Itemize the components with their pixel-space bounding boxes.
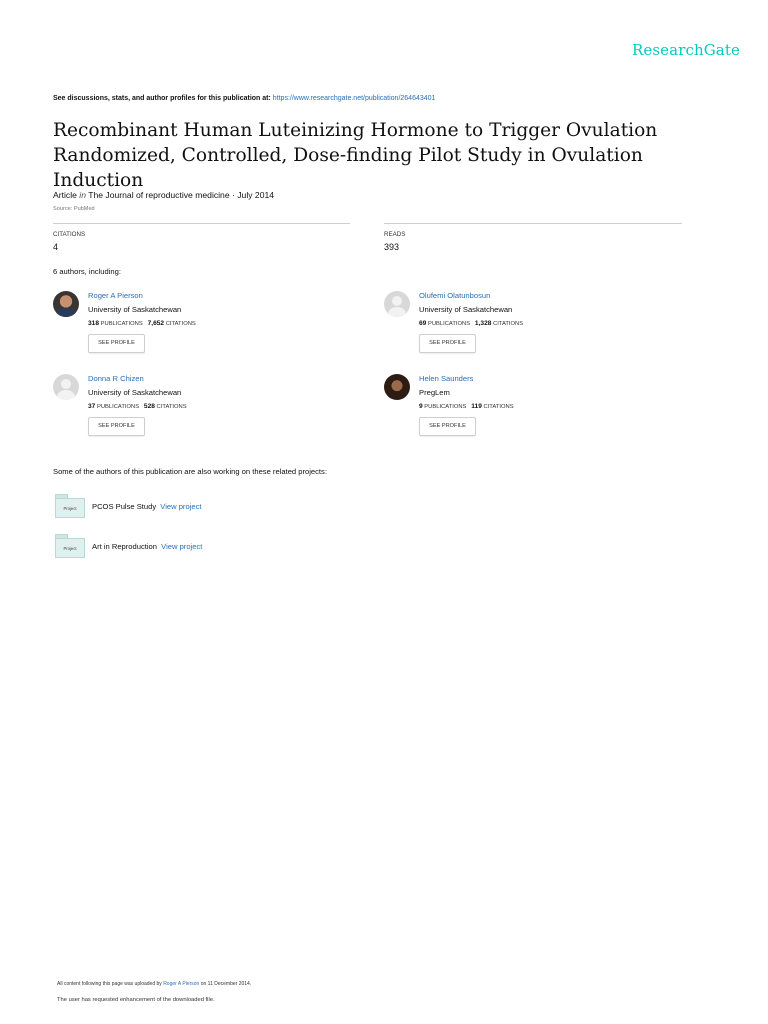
see-discussions-text: See discussions, stats, and author profiles for this publication at: <box>53 95 273 102</box>
projects-heading: Some of the authors of this publication are also working on these related projects: <box>53 467 327 476</box>
author-citations-label: CITATIONS <box>493 321 524 327</box>
see-profile-button[interactable]: SEE PROFILE <box>88 334 145 353</box>
uploader-link[interactable]: Roger A Pierson <box>163 981 200 987</box>
author-citations-count: 119 <box>471 403 482 410</box>
author-institution: PregLem <box>419 388 450 397</box>
divider-left <box>53 223 350 224</box>
avatar[interactable] <box>384 291 410 317</box>
author-publications-count: 37 <box>88 403 96 410</box>
author-card <box>53 374 353 446</box>
project-item <box>55 534 375 562</box>
author-publications-count: 9 <box>419 403 423 410</box>
article-meta <box>53 190 274 200</box>
author-publications-count: 318 <box>88 320 100 327</box>
project-name: Art in Reproduction <box>92 542 158 551</box>
author-name-link[interactable]: Roger A Pierson <box>88 291 143 300</box>
author-publications-count: 69 <box>419 320 427 327</box>
author-publications-label: PUBLICATIONS <box>427 321 471 327</box>
see-profile-button[interactable]: SEE PROFILE <box>88 417 145 436</box>
see-discussions-line <box>53 95 435 102</box>
project-text <box>92 542 202 551</box>
upload-prefix: All content following this page was uploaded by <box>57 981 164 987</box>
author-name-link[interactable]: Donna R Chizen <box>88 374 144 383</box>
upload-suffix: on 11 December 2014. <box>199 981 252 987</box>
paper-title <box>53 118 733 193</box>
author-stats <box>419 403 514 410</box>
author-institution: University of Saskatchewan <box>88 305 182 314</box>
author-citations-label: CITATIONS <box>156 404 187 410</box>
article-source: Source: PubMed <box>53 206 95 212</box>
author-publications-label: PUBLICATIONS <box>424 404 467 410</box>
folder-icon[interactable] <box>55 494 85 518</box>
author-citations-label: CITATIONS <box>483 404 514 410</box>
citations-value: 4 <box>53 242 59 252</box>
upload-note <box>57 981 251 987</box>
author-citations-count: 1,328 <box>474 320 492 327</box>
author-name-link[interactable]: Helen Saunders <box>419 374 474 383</box>
view-project-link[interactable]: View project <box>161 542 203 551</box>
author-stats <box>419 320 523 327</box>
author-name-link[interactable]: Olufemi Olatunbosun <box>419 291 491 300</box>
author-card <box>384 291 684 363</box>
author-stats <box>88 320 196 327</box>
reads-label: READS <box>384 231 406 238</box>
view-project-link[interactable]: View project <box>160 502 202 511</box>
article-in-word: in <box>79 190 86 200</box>
avatar[interactable] <box>53 291 79 317</box>
researchgate-logo[interactable]: ResearchGate <box>632 41 740 59</box>
author-stats <box>88 403 187 410</box>
project-text <box>92 502 202 511</box>
divider-right <box>384 223 682 224</box>
author-citations-label: CITATIONS <box>165 321 196 327</box>
article-type: Article <box>53 190 77 200</box>
citations-label: CITATIONS <box>53 231 86 238</box>
reads-value: 393 <box>384 242 400 252</box>
see-profile-button[interactable]: SEE PROFILE <box>419 334 476 353</box>
folder-icon[interactable] <box>55 534 85 558</box>
project-item <box>55 494 375 522</box>
author-institution: University of Saskatchewan <box>419 305 513 314</box>
article-journal-date: The Journal of reproductive medicine · July 2014 <box>88 190 275 200</box>
folder-icon-label: Project <box>55 538 85 558</box>
avatar[interactable] <box>384 374 410 400</box>
author-institution: University of Saskatchewan <box>88 388 182 397</box>
author-publications-label: PUBLICATIONS <box>100 321 143 327</box>
paper-title-line-2: Randomized, Controlled, Dose-finding Pilot Study in Ovulation Induction <box>53 145 643 191</box>
paper-title-line-1: Recombinant Human Luteinizing Hormone to Trigger Ovulation <box>53 120 658 141</box>
enhancement-note: The user has requested enhancement of the downloaded file. <box>57 997 215 1003</box>
author-card <box>384 374 684 446</box>
avatar[interactable] <box>53 374 79 400</box>
project-name: PCOS Pulse Study <box>92 502 157 511</box>
folder-icon-label: Project <box>55 498 85 518</box>
see-profile-button[interactable]: SEE PROFILE <box>419 417 476 436</box>
author-publications-label: PUBLICATIONS <box>96 404 140 410</box>
publication-url-link[interactable]: https://www.researchgate.net/publication/264643401 <box>272 95 436 102</box>
author-card <box>53 291 353 363</box>
author-citations-count: 7,652 <box>147 320 165 327</box>
authors-heading: 6 authors, including: <box>53 267 121 276</box>
author-citations-count: 528 <box>143 403 155 410</box>
